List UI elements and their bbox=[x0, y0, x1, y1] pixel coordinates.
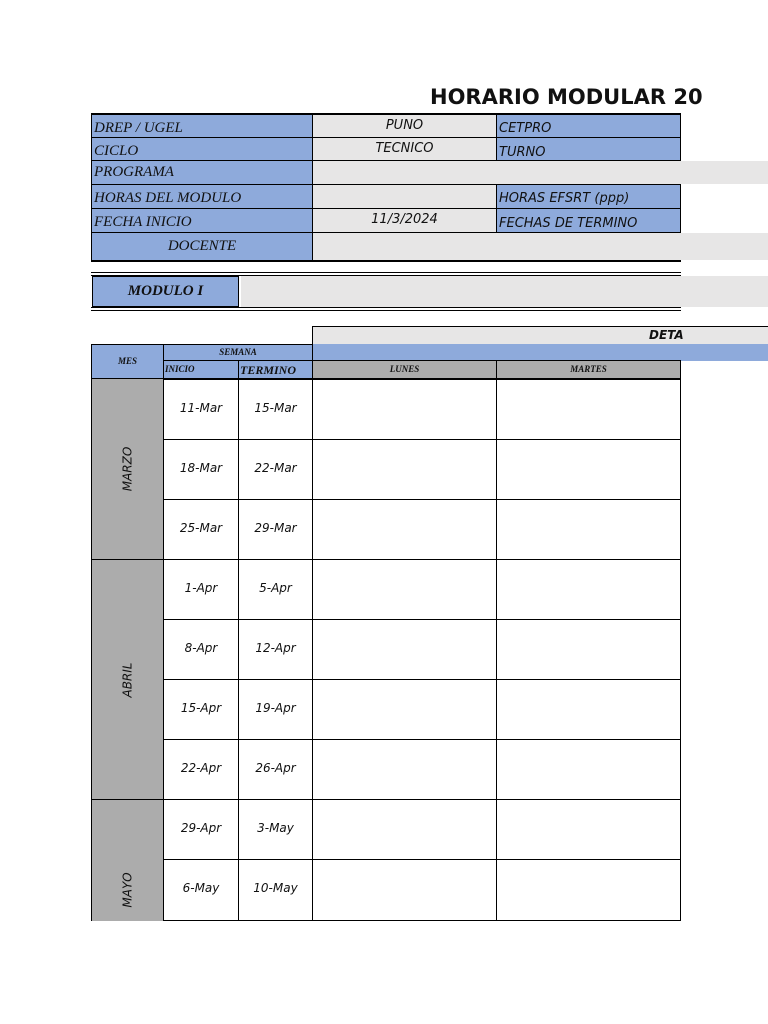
drep-value: PUNO bbox=[385, 118, 424, 133]
month-label-marzo: MARZO bbox=[120, 446, 135, 492]
ciclo-value: TECNICO bbox=[375, 141, 434, 156]
horas-label: HORAS DEL MODULO bbox=[94, 190, 242, 206]
week-termino: 19-Apr bbox=[255, 701, 296, 715]
week-termino-cell bbox=[238, 739, 313, 800]
week-inicio-cell bbox=[163, 679, 239, 740]
fechas-termino-label-cell bbox=[496, 208, 681, 233]
semana-header-cell bbox=[163, 344, 313, 361]
modulo-value-cell[interactable] bbox=[241, 276, 768, 307]
week-termino: 26-Apr bbox=[255, 761, 296, 775]
week-inicio: 1-Apr bbox=[184, 581, 218, 595]
drep-label: DREP / UGEL bbox=[94, 120, 183, 136]
week-termino: 15-Mar bbox=[254, 401, 297, 415]
month-label-mayo: MAYO bbox=[120, 872, 135, 908]
termino-header-cell bbox=[238, 360, 313, 379]
lunes-slot[interactable] bbox=[312, 739, 497, 800]
docente-label-cell bbox=[91, 232, 313, 261]
lunes-slot[interactable] bbox=[312, 439, 497, 500]
fecha-inicio-label: FECHA INICIO bbox=[94, 214, 192, 230]
week-termino: 22-Mar bbox=[254, 461, 297, 475]
programa-value-cell[interactable] bbox=[313, 161, 768, 184]
martes-slot[interactable] bbox=[496, 499, 681, 560]
week-inicio-cell bbox=[163, 619, 239, 680]
horas-efsrt-label-cell bbox=[496, 184, 681, 209]
lunes-slot[interactable] bbox=[312, 619, 497, 680]
week-termino-cell bbox=[238, 499, 313, 560]
lunes-slot[interactable] bbox=[312, 799, 497, 860]
termino-header: TERMINO bbox=[240, 363, 297, 377]
week-inicio: 11-Mar bbox=[179, 401, 223, 415]
lunes-header: LUNES bbox=[389, 364, 420, 374]
detail-blue-band bbox=[312, 344, 768, 361]
schedule-body bbox=[91, 379, 682, 922]
week-termino-cell bbox=[238, 559, 313, 620]
martes-slot[interactable] bbox=[496, 859, 681, 921]
detail-header-cell bbox=[312, 326, 768, 344]
modulo-row bbox=[91, 272, 768, 311]
drep-label-cell bbox=[91, 114, 313, 138]
week-termino-cell bbox=[238, 439, 313, 500]
detail-header: DETA bbox=[649, 328, 684, 342]
week-row bbox=[163, 859, 682, 921]
page-title: HORARIO MODULAR 20 bbox=[430, 85, 703, 109]
martes-slot[interactable] bbox=[496, 799, 681, 860]
info-block bbox=[91, 113, 768, 263]
lunes-slot[interactable] bbox=[312, 679, 497, 740]
programa-label-cell bbox=[91, 160, 313, 185]
cetpro-label-cell bbox=[496, 114, 681, 138]
week-termino: 3-May bbox=[257, 821, 294, 835]
fechas-termino-label: FECHAS DE TERMINO bbox=[499, 216, 638, 231]
week-termino-cell bbox=[238, 619, 313, 680]
lunes-slot[interactable] bbox=[312, 379, 497, 440]
docente-value-cell[interactable] bbox=[313, 233, 768, 260]
week-termino-cell bbox=[238, 859, 313, 921]
week-inicio-cell bbox=[163, 799, 239, 860]
cetpro-label: CETPRO bbox=[499, 121, 552, 136]
martes-slot[interactable] bbox=[496, 559, 681, 620]
lunes-slot[interactable] bbox=[312, 559, 497, 620]
week-inicio: 6-May bbox=[182, 881, 220, 895]
week-row bbox=[163, 679, 682, 740]
inicio-header-cell bbox=[163, 360, 239, 379]
week-inicio-cell bbox=[163, 739, 239, 800]
lunes-slot[interactable] bbox=[312, 499, 497, 560]
ciclo-value-cell[interactable] bbox=[312, 137, 497, 161]
martes-slot[interactable] bbox=[496, 619, 681, 680]
week-termino: 12-Apr bbox=[255, 641, 296, 655]
month-cell-mayo bbox=[91, 800, 164, 921]
martes-header: MARTES bbox=[570, 364, 607, 374]
semana-header: SEMANA bbox=[219, 347, 257, 357]
month-cell-abril bbox=[91, 560, 164, 800]
modulo-bottom-line-2 bbox=[91, 310, 681, 311]
month-label-abril: ABRIL bbox=[120, 661, 135, 698]
week-termino: 10-May bbox=[253, 881, 298, 895]
week-inicio: 15-Apr bbox=[180, 701, 222, 715]
week-inicio-cell bbox=[163, 439, 239, 500]
fecha-inicio-label-cell bbox=[91, 208, 313, 233]
programa-label: PROGRAMA bbox=[94, 164, 174, 180]
fecha-inicio-value-cell[interactable] bbox=[312, 208, 497, 233]
week-inicio-cell bbox=[163, 559, 239, 620]
week-row bbox=[163, 619, 682, 680]
martes-slot[interactable] bbox=[496, 379, 681, 440]
lunes-header-cell bbox=[312, 360, 497, 379]
modulo-bottom-line bbox=[91, 307, 681, 308]
turno-label-cell bbox=[496, 137, 681, 161]
month-cell-marzo bbox=[91, 379, 164, 560]
docente-label: DOCENTE bbox=[167, 238, 237, 254]
week-inicio-cell bbox=[163, 499, 239, 560]
horas-value-cell[interactable] bbox=[312, 184, 497, 209]
martes-slot[interactable] bbox=[496, 439, 681, 500]
mes-header: MES bbox=[117, 356, 137, 366]
week-inicio: 29-Apr bbox=[180, 821, 222, 835]
week-termino-cell bbox=[238, 379, 313, 440]
week-inicio: 25-Mar bbox=[179, 521, 223, 535]
week-row bbox=[163, 799, 682, 860]
martes-header-cell bbox=[496, 360, 681, 379]
fecha-inicio-value: 11/3/2024 bbox=[371, 212, 438, 227]
week-row bbox=[163, 559, 682, 620]
week-row bbox=[163, 499, 682, 560]
modulo-label: MODULO I bbox=[127, 283, 204, 299]
horas-efsrt-label: HORAS EFSRT (ppp) bbox=[499, 191, 630, 206]
horas-label-cell bbox=[91, 184, 313, 209]
mes-header-cell bbox=[91, 344, 164, 379]
week-inicio: 22-Apr bbox=[180, 761, 222, 775]
week-inicio: 8-Apr bbox=[184, 641, 218, 655]
ciclo-label-cell bbox=[91, 137, 313, 161]
week-termino-cell bbox=[238, 799, 313, 860]
modulo-top-line bbox=[91, 272, 681, 273]
week-inicio-cell bbox=[163, 379, 239, 440]
martes-slot[interactable] bbox=[496, 679, 681, 740]
week-termino: 29-Mar bbox=[254, 521, 297, 535]
week-row bbox=[163, 439, 682, 500]
modulo-label-cell bbox=[92, 276, 239, 307]
inicio-header: INICIO bbox=[165, 364, 195, 374]
week-inicio-cell bbox=[163, 859, 239, 921]
turno-label: TURNO bbox=[499, 145, 546, 160]
week-termino-cell bbox=[238, 679, 313, 740]
week-row bbox=[163, 379, 682, 440]
week-inicio: 18-Mar bbox=[179, 461, 223, 475]
week-row bbox=[163, 739, 682, 800]
martes-slot[interactable] bbox=[496, 739, 681, 800]
drep-value-cell[interactable] bbox=[312, 114, 497, 138]
week-termino: 5-Apr bbox=[259, 581, 292, 595]
lunes-slot[interactable] bbox=[312, 859, 497, 921]
ciclo-label: CICLO bbox=[94, 143, 139, 159]
